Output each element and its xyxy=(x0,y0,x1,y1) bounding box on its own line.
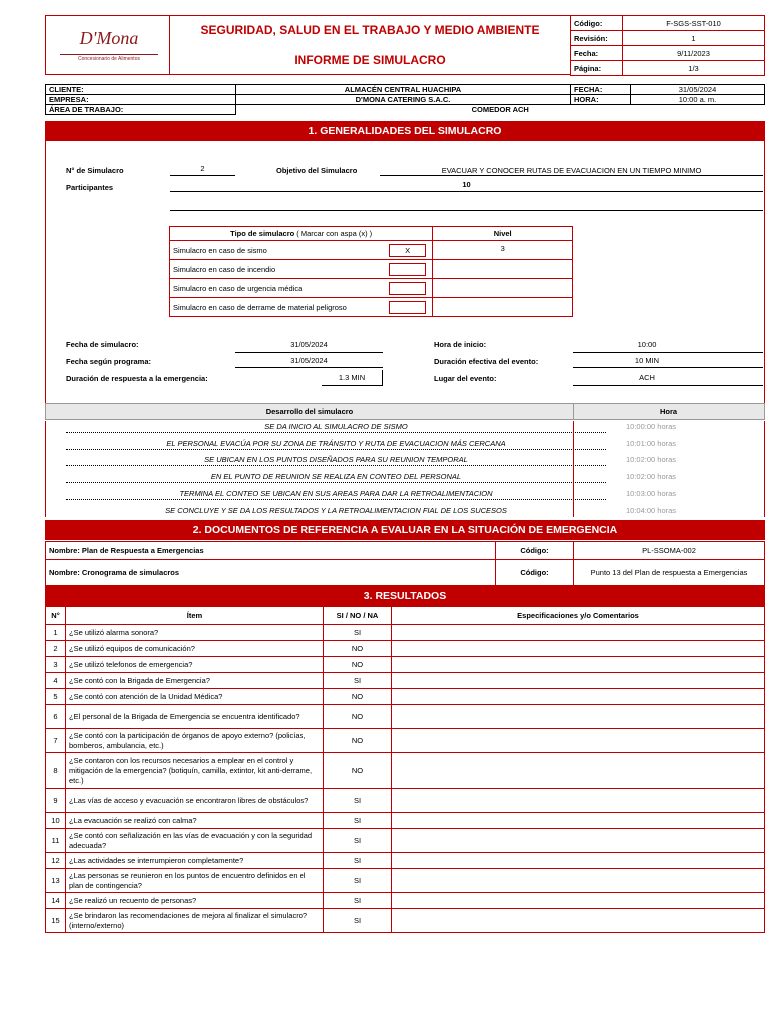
result-item: ¿Se contó con la Brigada de Emergencia? xyxy=(66,673,324,689)
result-number: 1 xyxy=(46,625,66,641)
tipo-label: Simulacro en caso de urgencia médica xyxy=(170,279,385,298)
result-answer: NO xyxy=(324,641,392,657)
participantes-line-2 xyxy=(170,210,763,211)
result-number: 8 xyxy=(46,753,66,789)
result-number: 5 xyxy=(46,689,66,705)
dotted-line xyxy=(66,432,606,433)
section-1-title: 1. GENERALIDADES DEL SIMULACRO xyxy=(45,121,765,141)
desarrollo-row xyxy=(46,471,766,483)
result-comment[interactable] xyxy=(392,625,765,641)
desarrollo-text: EN EL PUNTO DE REUNION SE REALIZA EN CONTEO DEL PERSONAL xyxy=(210,472,462,481)
result-number: 2 xyxy=(46,641,66,657)
result-answer: NO xyxy=(324,657,392,673)
objetivo-value: EVACUAR Y CONOCER RUTAS DE EVACUACION EN UN TIEMPO MINIMO xyxy=(441,166,702,175)
result-row xyxy=(46,813,765,829)
header-meta-table xyxy=(570,15,765,76)
info-table xyxy=(45,84,765,115)
desarrollo-hora: 10:01:00 horas xyxy=(626,439,677,448)
result-row xyxy=(46,689,765,705)
tipo-simulacro-table xyxy=(169,226,573,317)
desarrollo-hora: 10:03:00 horas xyxy=(626,489,677,498)
cliente-label: CLIENTE: xyxy=(46,85,236,95)
result-item: ¿El personal de la Brigada de Emergencia se encuentra identificado? xyxy=(66,705,324,729)
lugar-label: Lugar del evento: xyxy=(434,374,497,383)
resultados-body xyxy=(46,625,765,933)
revision-value: 1 xyxy=(623,31,765,46)
result-answer: SI xyxy=(324,853,392,869)
section-2-title: 2. DOCUMENTOS DE REFERENCIA A EVALUAR EN LA SITUACIÓN DE EMERGENCIA xyxy=(45,520,765,540)
lugar-line xyxy=(573,385,763,386)
result-answer: NO xyxy=(324,689,392,705)
result-number: 7 xyxy=(46,729,66,753)
duracion-respuesta-label: Duración de respuesta a la emergencia: xyxy=(66,374,208,383)
result-number: 3 xyxy=(46,657,66,673)
tipo-checkbox[interactable] xyxy=(389,301,426,314)
revision-label: Revisión: xyxy=(571,31,623,46)
result-row xyxy=(46,853,765,869)
num-simulacro-line xyxy=(170,175,235,176)
result-item: ¿Se utilizó telefonos de emergencia? xyxy=(66,657,324,673)
result-comment[interactable] xyxy=(392,641,765,657)
desarrollo-list xyxy=(45,421,765,517)
desarrollo-row xyxy=(46,438,766,450)
tipo-nivel xyxy=(433,260,573,279)
doc-nombre: Nombre: Cronograma de simulacros xyxy=(46,560,496,586)
col-n-header: N° xyxy=(46,607,66,625)
tipo-nivel: 3 xyxy=(433,241,573,260)
logo-subtitle: Concesionario de Alimentos xyxy=(60,54,158,62)
hora-column-divider xyxy=(573,421,574,517)
desarrollo-row xyxy=(46,454,766,466)
result-answer: SI xyxy=(324,673,392,689)
result-number: 13 xyxy=(46,869,66,893)
num-simulacro-label: N° de Simulacro xyxy=(66,166,124,175)
result-comment[interactable] xyxy=(392,753,765,789)
result-comment[interactable] xyxy=(392,869,765,893)
col-esp-header: Especificaciones y/o Comentarios xyxy=(392,607,765,625)
result-answer: NO xyxy=(324,705,392,729)
codigo-value: F-SGS-SST-010 xyxy=(623,16,765,31)
codigo-label: Código: xyxy=(571,16,623,31)
cliente-value: ALMACÉN CENTRAL HUACHIPA xyxy=(236,85,571,95)
empresa-label: EMPRESA: xyxy=(46,95,236,105)
result-comment[interactable] xyxy=(392,729,765,753)
doc-codigo-label: Código: xyxy=(496,542,574,560)
header-logo-box xyxy=(45,15,170,75)
result-number: 9 xyxy=(46,789,66,813)
pagina-value: 1/3 xyxy=(623,61,765,76)
result-comment[interactable] xyxy=(392,789,765,813)
result-answer: SI xyxy=(324,625,392,641)
info-fecha-value: 31/05/2024 xyxy=(631,85,765,95)
result-item: ¿Se contaron con los recursos necesarios a emplear en el control y mitigación de la emergencia? (botiquín, camilla, extintor, kit anti-derrame, etc.) xyxy=(66,753,324,789)
logo: D'Mona xyxy=(79,28,139,48)
dotted-line xyxy=(66,482,606,483)
participantes-line-1 xyxy=(170,191,763,192)
result-number: 12 xyxy=(46,853,66,869)
desarrollo-hora: 10:02:00 horas xyxy=(626,455,677,464)
tipo-checkbox[interactable] xyxy=(389,282,426,295)
result-row xyxy=(46,753,765,789)
doc-title: SEGURIDAD, SALUD EN EL TRABAJO Y MEDIO AMBIENTE xyxy=(200,23,540,37)
nivel-header: Nivel xyxy=(433,227,573,241)
fecha-programa-line xyxy=(235,367,383,368)
result-row xyxy=(46,705,765,729)
desarrollo-hora: 10:02:00 horas xyxy=(626,472,677,481)
result-number: 4 xyxy=(46,673,66,689)
tipo-label: Simulacro en caso de incendio xyxy=(170,260,385,279)
empresa-value: D'MONA CATERING S.A.C. xyxy=(236,95,571,105)
result-answer: SI xyxy=(324,813,392,829)
resultados-table xyxy=(45,606,765,933)
desarrollo-hora: 10:00:00 horas xyxy=(626,422,677,431)
desarrollo-row xyxy=(46,421,766,433)
desarrollo-text: EL PERSONAL EVACÚA POR SU ZONA DE TRÁNSITO Y RUTA DE EVACUACION MÁS CERCANA xyxy=(166,439,506,448)
result-item: ¿Se contó con señalización en las vías de evacuación y con la seguridad adecuada? xyxy=(66,829,324,853)
result-item: ¿Se utilizó alarma sonora? xyxy=(66,625,324,641)
hora-inicio-label: Hora de inicio: xyxy=(434,340,487,349)
result-row xyxy=(46,625,765,641)
result-number: 6 xyxy=(46,705,66,729)
result-answer: SI xyxy=(324,893,392,909)
duracion-efectiva-line xyxy=(573,367,763,368)
desarrollo-header: Desarrollo del simulacro xyxy=(265,407,354,416)
desarrollo-text: SE DA INICIO AL SIMULACRO DE SISMO xyxy=(264,422,408,431)
dotted-line xyxy=(66,465,606,466)
desarrollo-header-row xyxy=(45,403,765,420)
info-fecha-label: FECHA: xyxy=(571,85,631,95)
participantes-value: 10 xyxy=(462,180,471,189)
result-number: 14 xyxy=(46,893,66,909)
fecha-programa-label: Fecha según programa: xyxy=(66,357,152,366)
result-item: ¿Las personas se reunieron en los puntos de encuentro definidos en el plan de contingencia? xyxy=(66,869,324,893)
desarrollo-hora: 10:04:00 horas xyxy=(626,506,677,515)
result-item: ¿Se utilizó equipos de comunicación? xyxy=(66,641,324,657)
result-item: ¿Se contó con la participación de órganos de apoyo externo? (policías, bomberos, ambulancia, etc.) xyxy=(66,729,324,753)
result-answer: SI xyxy=(324,789,392,813)
result-row xyxy=(46,641,765,657)
result-comment[interactable] xyxy=(392,813,765,829)
result-item: ¿Las vías de acceso y evacuación se encontraron libres de obstáculos? xyxy=(66,789,324,813)
result-row xyxy=(46,673,765,689)
info-hora-label: HORA: xyxy=(571,95,631,105)
fecha-programa-value: 31/05/2024 xyxy=(290,356,328,365)
result-row xyxy=(46,829,765,853)
info-hora-value: 10:00 a. m. xyxy=(631,95,765,105)
result-item: ¿Las actividades se interrumpieron completamente? xyxy=(66,853,324,869)
lugar-value: ACH xyxy=(639,373,655,382)
result-number: 11 xyxy=(46,829,66,853)
tipo-nivel xyxy=(433,279,573,298)
fecha-value: 9/11/2023 xyxy=(623,46,765,61)
doc-subtitle: INFORME DE SIMULACRO xyxy=(294,53,446,67)
num-simulacro-value: 2 xyxy=(200,164,205,173)
result-answer: SI xyxy=(324,829,392,853)
desarrollo-text: SE UBICAN EN LOS PUNTOS DISEÑADOS PARA SU REUNION TEMPORAL xyxy=(204,455,468,464)
result-comment[interactable] xyxy=(392,829,765,853)
duracion-efectiva-label: Duración efectiva del evento: xyxy=(434,357,539,366)
result-comment[interactable] xyxy=(392,705,765,729)
documentos-table xyxy=(45,541,765,586)
col-si-header: SI / NO / NA xyxy=(324,607,392,625)
doc-nombre: Nombre: Plan de Respuesta a Emergencias xyxy=(46,542,496,560)
fecha-simulacro-label: Fecha de simulacro: xyxy=(66,340,139,349)
result-comment[interactable] xyxy=(392,909,765,933)
doc-codigo: PL-SSOMA-002 xyxy=(574,542,765,560)
result-comment[interactable] xyxy=(392,689,765,705)
desarrollo-row xyxy=(46,505,766,517)
result-item: ¿Se realizó un recuento de personas? xyxy=(66,893,324,909)
result-answer: NO xyxy=(324,729,392,753)
result-row xyxy=(46,909,765,933)
objetivo-line xyxy=(380,175,763,176)
participantes-label: Participantes xyxy=(66,183,114,192)
duracion-efectiva-value: 10 MIN xyxy=(634,356,660,365)
tipo-header: Tipo de simulacro ( Marcar con aspa (x) ) xyxy=(170,227,433,241)
area-label: ÁREA DE TRABAJO: xyxy=(46,105,236,115)
result-item: ¿La evacuación se realizó con calma? xyxy=(66,813,324,829)
tipo-checkbox[interactable]: X xyxy=(389,244,426,257)
objetivo-label: Objetivo del Simulacro xyxy=(276,166,358,175)
result-answer: SI xyxy=(324,869,392,893)
tipo-nivel xyxy=(433,298,573,317)
hora-inicio-line xyxy=(573,352,763,353)
result-row xyxy=(46,869,765,893)
result-answer: NO xyxy=(324,753,392,789)
duracion-respuesta-box: 1.3 MIN xyxy=(322,370,383,386)
fecha-label: Fecha: xyxy=(571,46,623,61)
tipo-label: Simulacro en caso de sismo xyxy=(170,241,385,260)
hora-header: Hora xyxy=(659,407,678,416)
result-row xyxy=(46,789,765,813)
result-comment[interactable] xyxy=(392,893,765,909)
fecha-simulacro-line xyxy=(235,352,383,353)
section-3-title: 3. RESULTADOS xyxy=(45,586,765,606)
result-number: 15 xyxy=(46,909,66,933)
result-comment[interactable] xyxy=(392,657,765,673)
tipo-checkbox[interactable] xyxy=(389,263,426,276)
dotted-line xyxy=(66,449,606,450)
doc-codigo: Punto 13 del Plan de respuesta a Emergencias xyxy=(574,560,765,586)
result-row xyxy=(46,729,765,753)
desarrollo-row xyxy=(46,488,766,500)
pagina-label: Página: xyxy=(571,61,623,76)
result-item: ¿Se brindaron las recomendaciones de mejora al finalizar el simulacro? (interno/externo) xyxy=(66,909,324,933)
result-row xyxy=(46,893,765,909)
desarrollo-text: SE CONCLUYE Y SE DA LOS RESULTADOS Y LA RETROALIMENTACION FIAL DE LOS SUCESOS xyxy=(165,506,507,515)
result-comment[interactable] xyxy=(392,853,765,869)
col-item-header: Ítem xyxy=(66,607,324,625)
area-value: COMEDOR ACH xyxy=(471,105,529,115)
hora-inicio-value: 10:00 xyxy=(637,340,657,349)
header-title-box xyxy=(170,15,570,75)
result-item: ¿Se contó con atención de la Unidad Médica? xyxy=(66,689,324,705)
result-number: 10 xyxy=(46,813,66,829)
result-answer: SI xyxy=(324,909,392,933)
dotted-line xyxy=(66,499,606,500)
result-row xyxy=(46,657,765,673)
result-comment[interactable] xyxy=(392,673,765,689)
fecha-simulacro-value: 31/05/2024 xyxy=(290,340,328,349)
tipo-label: Simulacro en caso de derrame de material peligroso xyxy=(170,298,385,317)
desarrollo-text: TERMINA EL CONTEO SE UBICAN EN SUS AREAS PARA DAR LA RETROALIMENTACION xyxy=(179,489,493,498)
doc-codigo-label: Código: xyxy=(496,560,574,586)
